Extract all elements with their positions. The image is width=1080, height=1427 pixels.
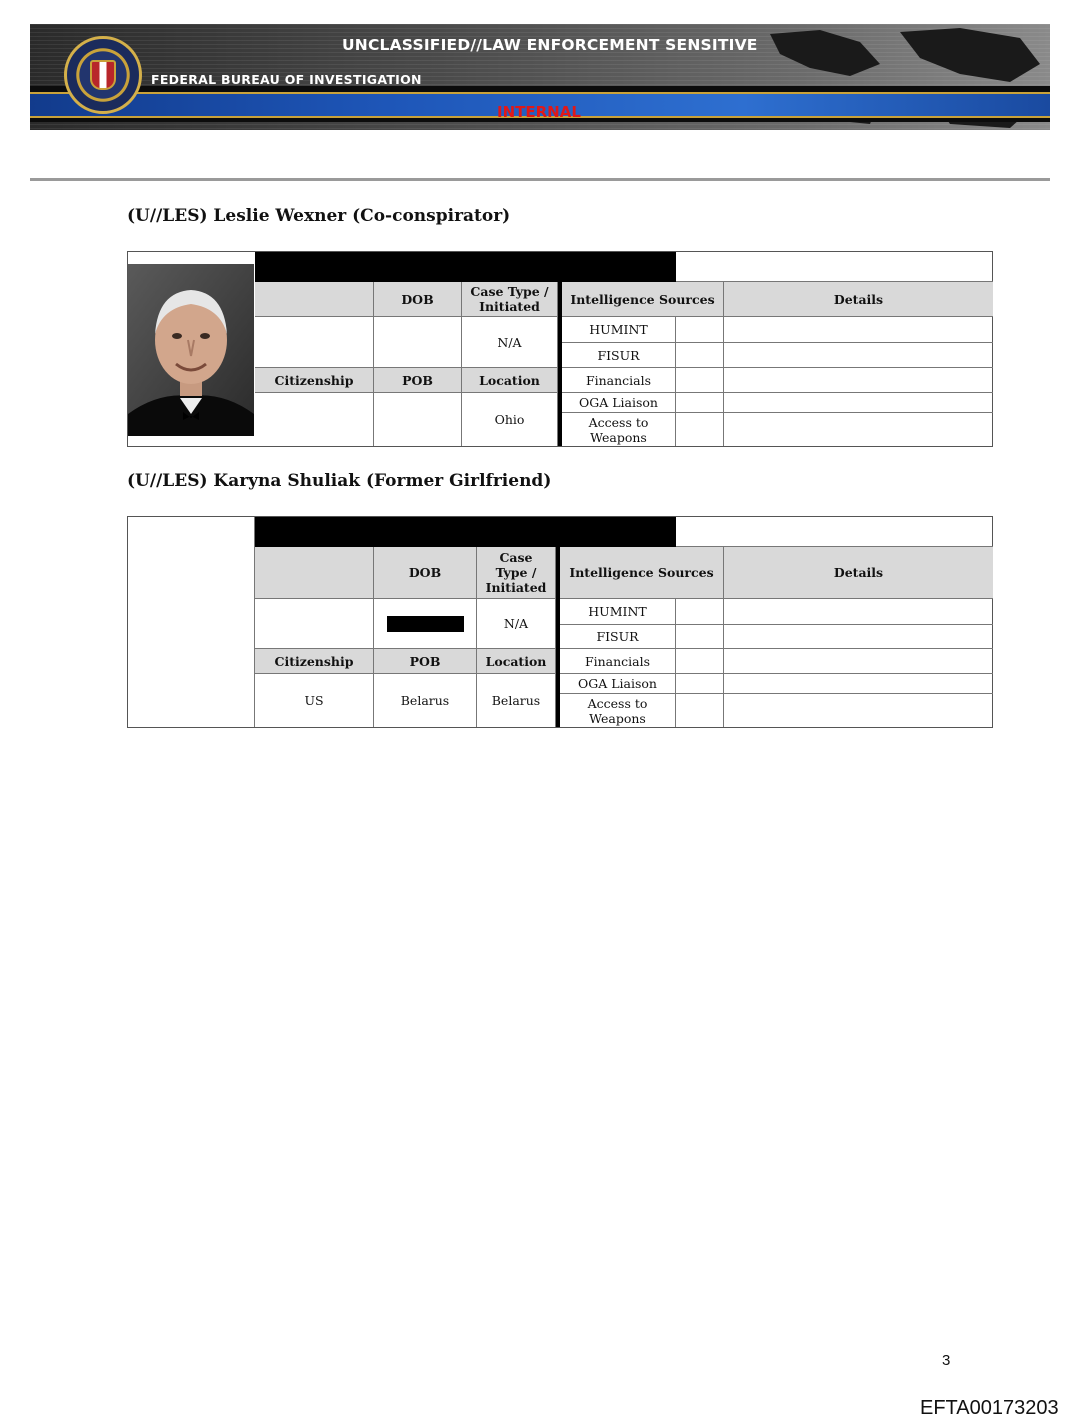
financials-label: Financials xyxy=(560,649,676,674)
photo-placeholder xyxy=(128,517,255,727)
fisur-details xyxy=(724,343,993,368)
weapons-details xyxy=(724,413,993,446)
pob-header: POB xyxy=(374,368,462,393)
subject-photo xyxy=(128,264,254,436)
pob-value: Belarus xyxy=(374,674,477,727)
citizenship-header: Citizenship xyxy=(255,649,374,674)
weapons-check xyxy=(676,413,724,446)
classification-marking: UNCLASSIFIED//LAW ENFORCEMENT SENSITIVE xyxy=(342,36,758,54)
location-value: Ohio xyxy=(462,393,558,446)
oga-check xyxy=(676,393,724,413)
citizenship-header: Citizenship xyxy=(255,368,374,393)
financials-details xyxy=(724,649,993,674)
fbi-seal-icon xyxy=(64,36,142,114)
fisur-details xyxy=(724,625,993,649)
weapons-label: Access to Weapons xyxy=(560,694,676,727)
redaction-bar xyxy=(255,252,676,282)
name-field xyxy=(676,517,993,547)
case-type-value: N/A xyxy=(477,599,556,649)
internal-marking: INTERNAL xyxy=(497,103,581,121)
page-number: 3 xyxy=(942,1352,951,1369)
dob-value xyxy=(374,599,477,649)
profile-table-2 xyxy=(127,516,993,728)
dob-header: DOB xyxy=(374,547,477,599)
intel-sources-header: Intelligence Sources xyxy=(562,282,724,317)
humint-details xyxy=(724,317,993,343)
profile-heading-2: (U//LES) Karyna Shuliak (Former Girlfriend) xyxy=(127,471,552,491)
financials-check xyxy=(676,649,724,674)
humint-label: HUMINT xyxy=(562,317,676,343)
oga-details xyxy=(724,674,993,694)
profile-heading-1: (U//LES) Leslie Wexner (Co-conspirator) xyxy=(127,206,511,226)
location-header: Location xyxy=(462,368,558,393)
fisur-label: FISUR xyxy=(562,343,676,368)
case-type-header: Case Type / Initiated xyxy=(462,282,558,317)
fisur-label: FISUR xyxy=(560,625,676,649)
details-header: Details xyxy=(724,282,993,317)
dob-header: DOB xyxy=(374,282,462,317)
citizenship-value: US xyxy=(255,674,374,727)
name-value xyxy=(255,317,374,368)
oga-label: OGA Liaison xyxy=(562,393,676,413)
weapons-label: Access to Weapons xyxy=(562,413,676,446)
profile-table-1 xyxy=(127,251,993,447)
blank-header xyxy=(255,282,374,317)
intel-sources-header: Intelligence Sources xyxy=(560,547,724,599)
details-header: Details xyxy=(724,547,993,599)
financials-label: Financials xyxy=(562,368,676,393)
oga-check xyxy=(676,674,724,694)
document-id: EFTA00173203 xyxy=(920,1397,1059,1419)
pob-header: POB xyxy=(374,649,477,674)
redaction-bar xyxy=(255,517,676,547)
header-rule xyxy=(30,178,1050,181)
oga-label: OGA Liaison xyxy=(560,674,676,694)
humint-check xyxy=(676,317,724,343)
humint-check xyxy=(676,599,724,625)
humint-label: HUMINT xyxy=(560,599,676,625)
financials-check xyxy=(676,368,724,393)
pob-value xyxy=(374,393,462,446)
weapons-details xyxy=(724,694,993,727)
agency-name: FEDERAL BUREAU OF INVESTIGATION xyxy=(151,72,422,87)
weapons-check xyxy=(676,694,724,727)
fisur-check xyxy=(676,625,724,649)
dob-redaction xyxy=(387,616,464,632)
case-type-header: Case Type / Initiated xyxy=(477,547,556,599)
name-field xyxy=(676,252,993,282)
fisur-check xyxy=(676,343,724,368)
location-value: Belarus xyxy=(477,674,556,727)
case-type-value: N/A xyxy=(462,317,558,368)
seal-shield-icon xyxy=(90,60,116,90)
name-value xyxy=(255,599,374,649)
oga-details xyxy=(724,393,993,413)
location-header: Location xyxy=(477,649,556,674)
fbi-banner xyxy=(30,24,1050,130)
humint-details xyxy=(724,599,993,625)
citizenship-value xyxy=(255,393,374,446)
dob-value xyxy=(374,317,462,368)
financials-details xyxy=(724,368,993,393)
blank-header xyxy=(255,547,374,599)
